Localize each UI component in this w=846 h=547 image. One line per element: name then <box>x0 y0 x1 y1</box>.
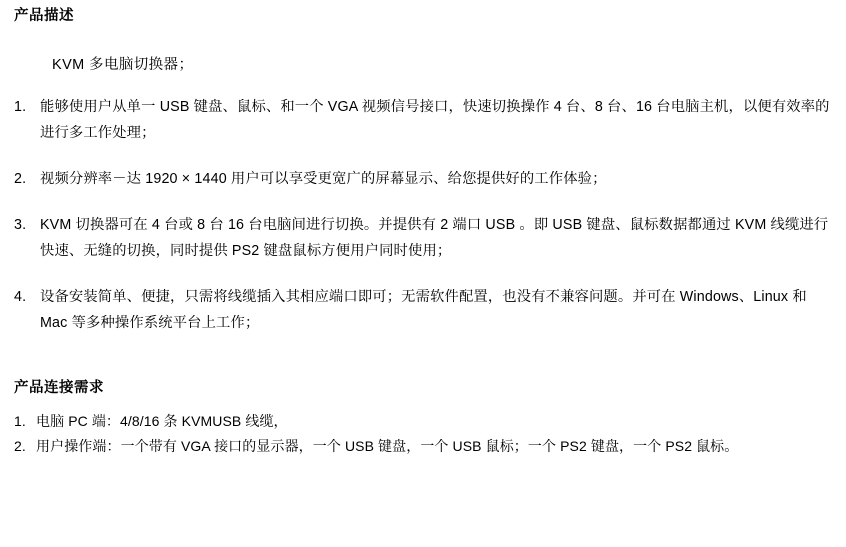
list-item-number: 4. <box>14 289 27 305</box>
list-item-text: 视频分辨率－达 1920 × 1440 用户可以享受更宽广的屏幕显示、给您提供好的工作体验； <box>40 171 607 187</box>
list-item <box>14 166 832 192</box>
list-item-text: KVM 切换器可在 4 台或 8 台 16 台电脑间进行切换。并提供有 2 端口 USB 。即 USB 键盘、鼠标数据都通过 KVM 线缆进行快速、无缝的切换，同时提供 PS2 键盘鼠标方便用户同时使用； <box>40 217 829 259</box>
list-item-number: 2. <box>14 171 27 187</box>
list-item-number: 3. <box>14 217 27 233</box>
list-item-number: 1. <box>14 413 26 429</box>
connection-requirements-list <box>14 409 832 459</box>
section-title-connection-requirements: 产品连接需求 <box>14 380 104 396</box>
list-item <box>14 94 832 146</box>
list-item <box>14 434 832 459</box>
list-item-text: 电脑 PC 端：4/8/16 条 KVMUSB 线缆， <box>36 413 288 429</box>
product-description-lead: KVM 多电脑切换器； <box>52 57 194 73</box>
list-item <box>14 284 832 336</box>
list-item-number: 1. <box>14 99 27 115</box>
page-title: 产品描述 <box>14 8 74 24</box>
list-item <box>14 212 832 264</box>
list-item-text: 设备安装简单、便捷，只需将线缆插入其相应端口即可；无需软件配置，也没有不兼容问题。并可在 Windows、Linux 和 Mac 等多种操作系统平台上工作； <box>40 289 807 331</box>
feature-list <box>14 94 832 336</box>
list-item-number: 2. <box>14 438 26 454</box>
list-item-text: 能够使用户从单一 USB 键盘、鼠标、和一个 VGA 视频信号接口，快速切换操作 4 台、8 台、16 台电脑主机，以便有效率的进行多工作处理； <box>40 99 830 141</box>
list-item-text: 用户操作端：一个带有 VGA 接口的显示器，一个 USB 键盘，一个 USB 鼠标；一个 PS2 键盘，一个 PS2 鼠标。 <box>36 438 739 454</box>
list-item <box>14 409 832 434</box>
